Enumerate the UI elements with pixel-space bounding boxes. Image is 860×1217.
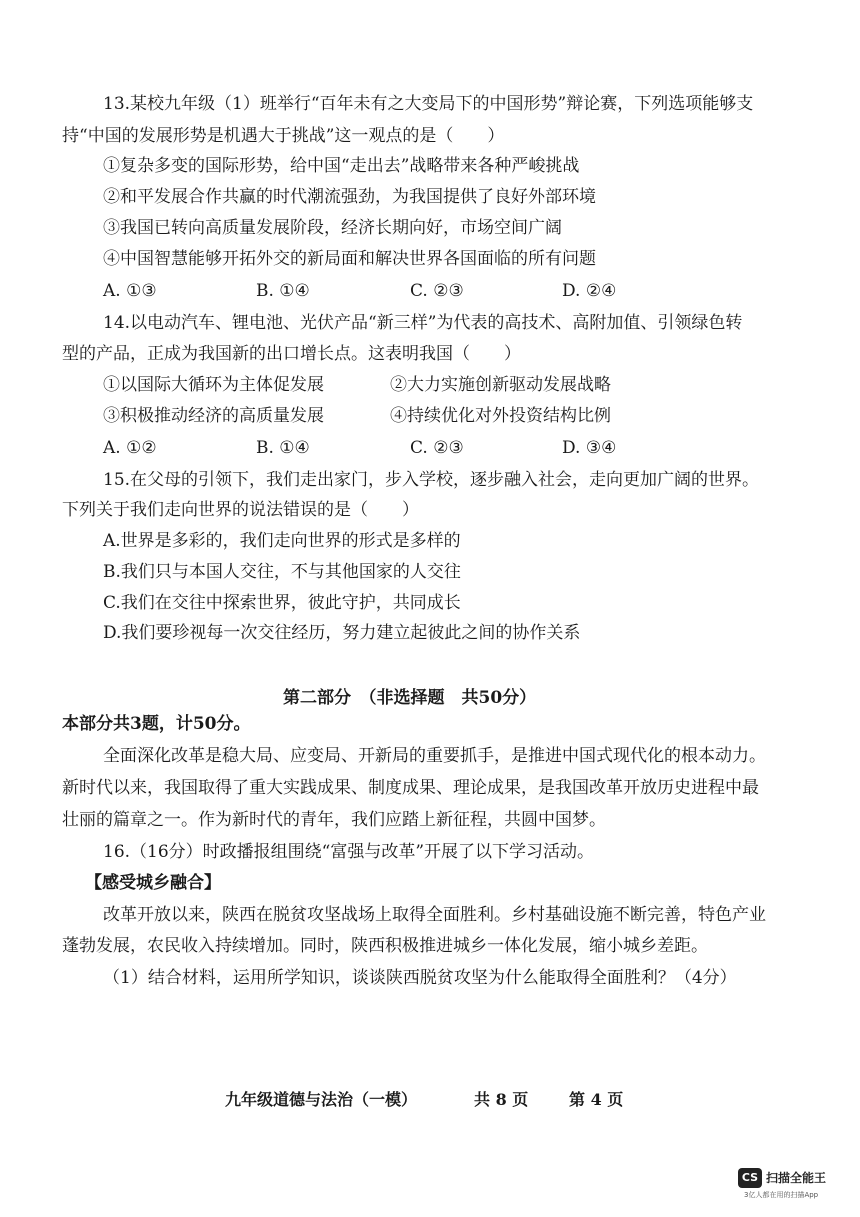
q14-option-a: A. ①② — [103, 438, 157, 458]
scanner-watermark — [738, 1166, 848, 1206]
watermark-app-name: 扫描全能王 — [766, 1171, 827, 1185]
q14-option-c: C. ②③ — [410, 438, 464, 458]
q13-item-1: ①复杂多变的国际形势，给中国“走出去”战略带来各种严峻挑战 — [103, 156, 580, 176]
q15-stem-line2: 下列关于我们走向世界的说法错误的是（ ） — [62, 500, 419, 520]
q14-option-b: B. ①④ — [256, 438, 310, 458]
q14-item-4: ④持续优化对外投资结构比例 — [390, 406, 611, 426]
q15-option-b: B.我们只与本国人交往，不与其他国家的人交往 — [103, 562, 461, 582]
q14-option-d: D. ③④ — [562, 438, 617, 458]
q14-item-2: ②大力实施创新驱动发展战略 — [390, 375, 611, 395]
q13-stem-line1: 13.某校九年级（1）班举行“百年未有之大变局下的中国形势”辩论赛，下列选项能够支 — [103, 94, 754, 114]
part2-para-line2: 新时代以来，我国取得了重大实践成果、制度成果、理论成果，是我国改革开放历史进程中最 — [62, 778, 759, 798]
q13-option-c: C. ②③ — [410, 281, 464, 301]
watermark-tagline: 3亿人都在用的扫描App — [744, 1191, 819, 1199]
footer-page-number: 第 4 页 — [569, 1090, 624, 1109]
part2-para-line3: 壮丽的篇章之一。作为新时代的青年，我们应踏上新征程，共圆中国梦。 — [62, 810, 606, 830]
footer-subject: 九年级道德与法治（一模） — [225, 1090, 418, 1109]
q14-item-1: ①以国际大循环为主体促发展 — [103, 375, 324, 395]
q13-option-a: A. ①③ — [103, 281, 157, 301]
q14-stem-line2: 型的产品，正成为我国新的出口增长点。这表明我国（ ） — [62, 344, 521, 364]
q16-heading: 【感受城乡融合】 — [85, 873, 221, 893]
q16-subquestion-1: （1）结合材料，运用所学知识，谈谈陕西脱贫攻坚为什么能取得全面胜利？（4分） — [103, 968, 737, 988]
q16-material-line1: 改革开放以来，陕西在脱贫攻坚战场上取得全面胜利。乡村基础设施不断完善，特色产业 — [103, 905, 766, 925]
q15-option-c: C.我们在交往中探索世界，彼此守护，共同成长 — [103, 593, 461, 613]
q15-option-a: A.世界是多彩的，我们走向世界的形式是多样的 — [103, 531, 461, 551]
q13-stem-line2: 持“中国的发展形势是机遇大于挑战”这一观点的是（ ） — [62, 126, 505, 146]
q13-item-2: ②和平发展合作共赢的时代潮流强劲，为我国提供了良好外部环境 — [103, 187, 596, 207]
q13-option-b: B. ①④ — [256, 281, 310, 301]
q13-item-3: ③我国已转向高质量发展阶段，经济长期向好，市场空间广阔 — [103, 218, 562, 238]
part2-title: 第二部分 （非选择题 共50分） — [283, 688, 537, 708]
q14-item-3: ③积极推动经济的高质量发展 — [103, 406, 324, 426]
q13-item-4: ④中国智慧能够开拓外交的新局面和解决世界各国面临的所有问题 — [103, 249, 596, 269]
part2-para-line1: 全面深化改革是稳大局、应变局、开新局的重要抓手，是推进中国式现代化的根本动力。 — [103, 746, 766, 766]
q16-stem: 16.（16分）时政播报组围绕“富强与改革”开展了以下学习活动。 — [103, 842, 595, 862]
camscanner-logo-icon: CS — [738, 1168, 762, 1188]
q13-option-d: D. ②④ — [562, 281, 617, 301]
part2-intro: 本部分共3题，计50分。 — [62, 714, 251, 734]
q15-option-d: D.我们要珍视每一次交往经历，努力建立起彼此之间的协作关系 — [103, 623, 581, 643]
footer-total-pages: 共 8 页 — [474, 1090, 529, 1109]
q16-material-line2: 蓬勃发展，农民收入持续增加。同时，陕西积极推进城乡一体化发展，缩小城乡差距。 — [62, 936, 708, 956]
q14-stem-line1: 14.以电动汽车、锂电池、光伏产品“新三样”为代表的高技术、高附加值、引领绿色转 — [103, 313, 743, 333]
q15-stem-line1: 15.在父母的引领下，我们走出家门，步入学校，逐步融入社会，走向更加广阔的世界。 — [103, 470, 760, 490]
